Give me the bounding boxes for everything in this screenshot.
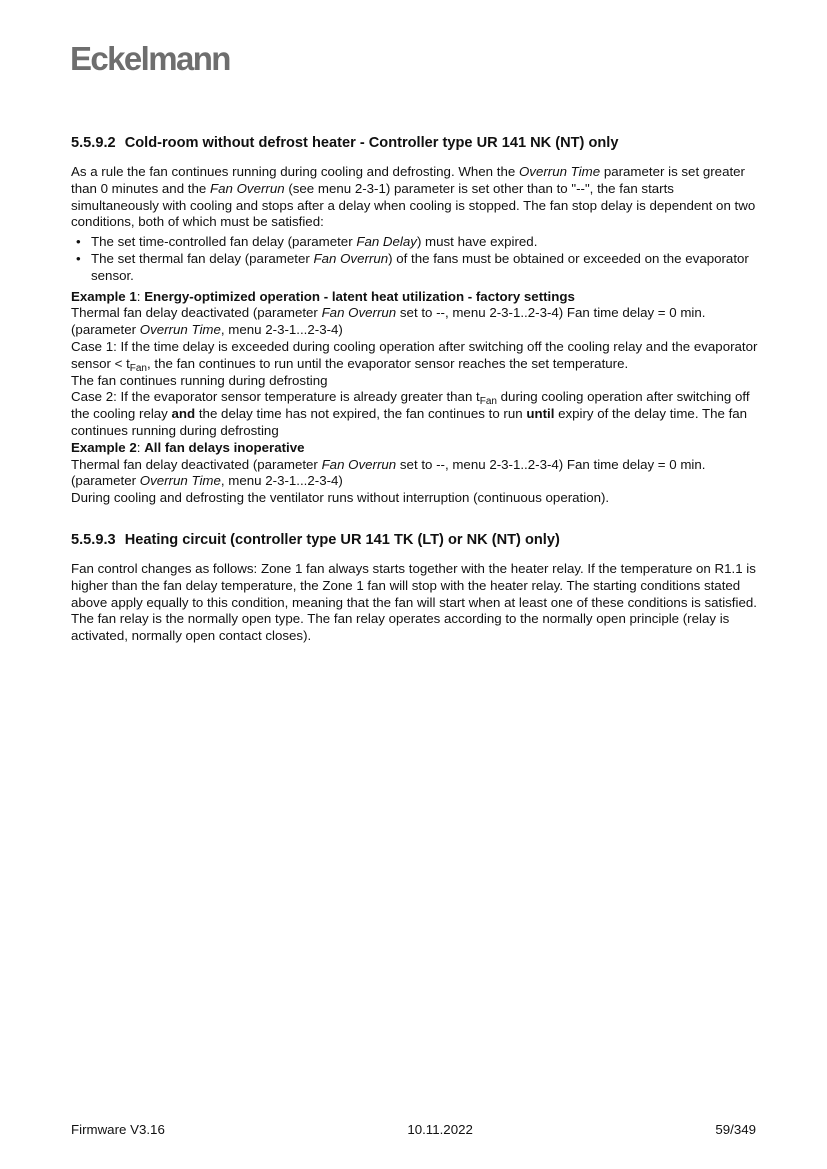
example-1-case-1: Case 1: If the time delay is exceeded during cooling operation after switching off the cooling relay and the evaporator sensor < $t_{Fan}$, the fan continues to run until the evaporator sensor reaches the set temperature.	[71, 338, 758, 374]
company-logo: Eckelmann	[70, 40, 230, 77]
example-2	[71, 440, 761, 507]
example-2-line: (parameter Overrun Time, menu 2-3-1...2-3-4)	[71, 473, 343, 489]
page-footer	[71, 1122, 756, 1137]
intro-paragraph: As a rule the fan continues running during cooling and defrosting. When the Overrun Time parameter is set greater than 0 minutes and the Fan Overrun (see menu 2-3-1) parameter is set other than to "--", the fan starts simultaneously with cooling and stops after a delay when cooling is stopped. The fan stop delay is dependent on two conditions, both of which must be satisfied:	[71, 164, 756, 230]
section-heading-5-5-9-3	[71, 531, 761, 549]
section-title: Heating circuit (controller type UR 141 TK (LT) or NK (NT) only)	[124, 531, 560, 548]
document-date: 10.11.2022	[407, 1122, 473, 1137]
section-number: 5.5.9.3	[71, 531, 116, 548]
page-number: 59/349	[715, 1122, 756, 1137]
example-1-line: (parameter Overrun Time, menu 2-3-1...2-3-4)	[71, 322, 343, 338]
example-1-case-1-note: The fan continues running during defrosting	[71, 372, 328, 388]
example-1-heading: Example 1: Energy-optimized operation - latent heat utilization - factory settings	[71, 288, 575, 304]
page-content	[71, 134, 761, 648]
example-1-line: Thermal fan delay deactivated (parameter Fan Overrun set to --, menu 2-3-1..2-3-4) Fan time delay = 0 min.	[71, 305, 706, 321]
section-heading-5-5-9-2	[71, 134, 761, 152]
section-number: 5.5.9.2	[71, 135, 116, 151]
firmware-version: Firmware V3.16	[71, 1122, 165, 1137]
list-item: • The set thermal fan delay (parameter Fan Overrun) of the fans must be obtained or exceeded on the evaporator sensor.	[71, 251, 761, 285]
example-1-case-2: Case 2: If the evaporator sensor temperature is already greater than $t_{Fan}$ during cooling operation after switching off the cooling relay and the delay time has not expired, the fan continues to run until expiry of the delay time. The fan continues running during defrosting	[71, 389, 750, 438]
example-2-line: During cooling and defrosting the ventilator runs without interruption (continuous operation).	[71, 490, 610, 506]
condition-list	[71, 234, 761, 284]
example-2-line: Thermal fan delay deactivated (parameter Fan Overrun set to --, menu 2-3-1..2-3-4) Fan time delay = 0 min.	[71, 456, 706, 472]
heating-circuit-paragraph: Fan control changes as follows: Zone 1 fan always starts together with the heater relay. If the temperature on R1.1 is higher than the fan delay temperature, the Zone 1 fan will stop with the heater relay. The starting conditions stated above apply equally to this condition, meaning that the fan will start when at least one of these conditions is satisfied. The fan relay is the normally open type. The fan relay operates according to the normally open principle (relay is activated, normally open contact closes).	[71, 560, 757, 644]
example-2-heading: Example 2: All fan delays inoperative	[71, 439, 305, 455]
list-item: • The set time-controlled fan delay (parameter Fan Delay) must have expired.	[71, 234, 761, 251]
section-title: Cold-room without defrost heater - Controller type UR 141 NK (NT) only	[124, 135, 619, 151]
example-1	[71, 289, 761, 440]
